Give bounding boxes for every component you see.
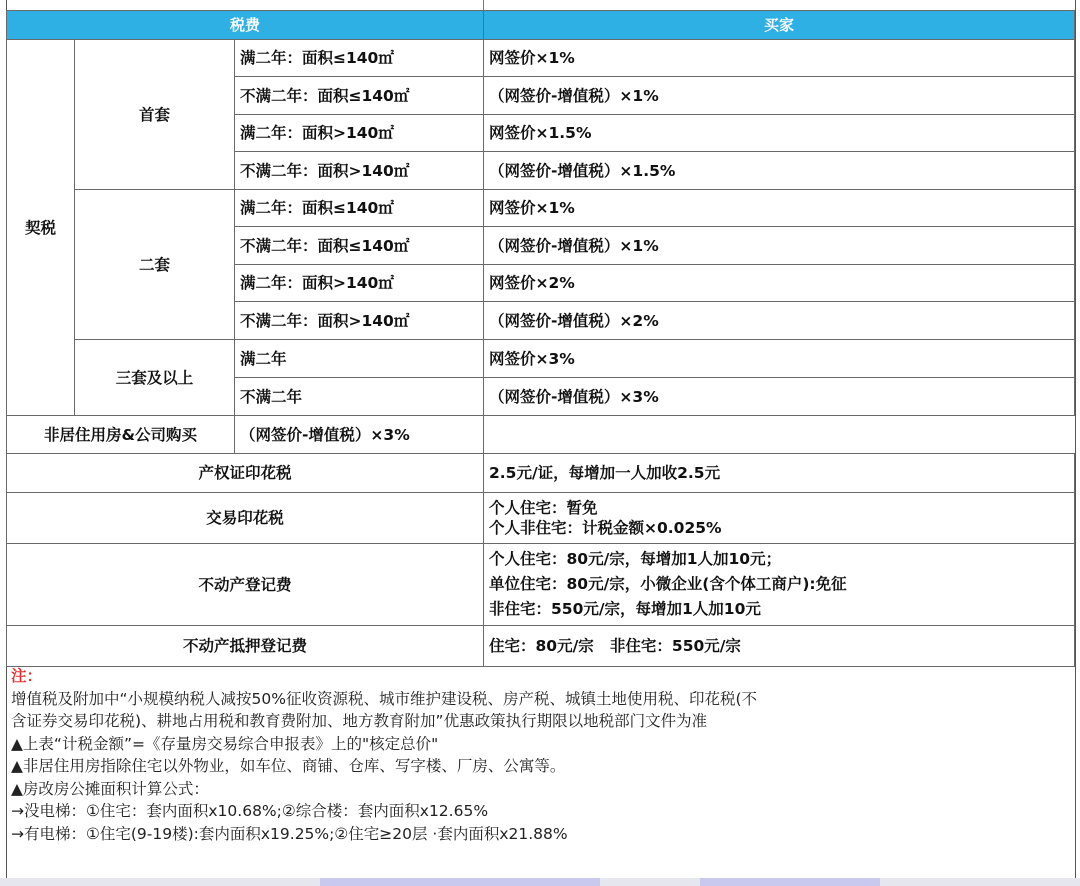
table-row [7,454,1075,493]
rate-cell: （网签价-增值税）×1.5% [484,152,1075,190]
rate-cell: 网签价×1.5% [484,115,1075,152]
note-line: 含证券交易印花税)、耕地占用税和教育费附加、地方教育附加”优惠政策执行期限以地税部门文件为准 [11,712,708,730]
group-second-home: 二套 [75,190,235,340]
condition-cell: 满二年：面积≤140㎡ [235,40,484,77]
condition-cell: 不满二年：面积>140㎡ [235,302,484,340]
condition-cell: 满二年 [235,340,484,378]
bottom-bar [0,878,1080,886]
note-line: ▲房改房公摊面积计算公式： [11,779,209,798]
table-row [7,340,1075,378]
rate-cell: （网签价-增值税）×3% [235,416,484,454]
bottom-bar-segment [700,878,880,886]
rate-cell: （网签价-增值税）×1% [484,227,1075,265]
transaction-stamp-label: 交易印花税 [7,493,484,544]
mortgage-fee-label: 不动产抵押登记费 [7,626,484,667]
table-header-row [7,11,1075,40]
deed-tax-label: 契税 [7,40,75,416]
registration-fee-label: 不动产登记费 [7,544,484,626]
condition-cell: 满二年：面积>140㎡ [235,265,484,302]
table-row [7,416,1075,454]
note-line: 增值税及附加中“小规模纳税人减按50%征收资源税、城市维护建设税、房产税、城镇土地使用税、印花税(不 [11,689,758,708]
top-strip-divider [483,0,484,10]
note-line: ▲上表“计税金额”=《存量房交易综合申报表》上的"核定总价" [11,734,439,753]
value-line: 非住宅：550元/宗，每增加1人加10元 [489,600,761,618]
bottom-bar-segment [320,878,600,886]
group-third-home-plus: 三套及以上 [75,340,235,416]
rate-cell: （网签价-增值税）×2% [484,302,1075,340]
table-row [7,493,1075,544]
note-line: →有电梯：①住宅(9-19楼):套内面积x19.25%;②住宅≥20层 ·套内面积x21.88% [11,824,568,843]
group-first-home: 首套 [75,40,235,190]
rate-cell: （网签价-增值税）×1% [484,77,1075,115]
rate-cell: 网签价×1% [484,40,1075,77]
property-cert-stamp-label: 产权证印花税 [7,454,484,493]
condition-cell: 满二年：面积≤140㎡ [235,190,484,227]
header-tax-fee: 税费 [7,11,484,40]
condition-cell: 满二年：面积>140㎡ [235,115,484,152]
note-line: →没电梯：①住宅：套内面积x10.68%;②综合楼：套内面积x12.65% [11,802,489,820]
value-line: 个人非住宅：计税金额×0.025% [489,519,722,537]
notes-title: 注： [11,667,43,685]
value-line: 个人住宅：暂免 [489,499,598,517]
tax-fee-table [6,10,1075,667]
property-cert-stamp-value: 2.5元/证，每增加一人加收2.5元 [484,454,1075,493]
value-line: 单位住宅：80元/宗，小微企业(含个体工商户):免征 [489,575,847,593]
mortgage-fee-value: 住宅：80元/宗 非住宅：550元/宗 [484,626,1075,667]
condition-cell: 不满二年 [235,378,484,416]
rate-cell: 网签价×1% [484,190,1075,227]
transaction-stamp-value [484,493,1075,544]
table-row [7,190,1075,227]
rate-cell: 网签价×2% [484,265,1075,302]
non-residential-label: 非居住用房&公司购买 [7,416,235,454]
condition-cell: 不满二年：面积≤140㎡ [235,77,484,115]
note-line: ▲非居住用房指除住宅以外物业，如车位、商铺、仓库、写字楼、厂房、公寓等。 [11,757,566,775]
header-buyer: 买家 [484,11,1075,40]
condition-cell: 不满二年：面积>140㎡ [235,152,484,190]
table-row [7,40,1075,77]
registration-fee-value [484,544,1075,626]
table-row [7,544,1075,626]
rate-cell: （网签价-增值税）×3% [484,378,1075,416]
rate-cell: 网签价×3% [484,340,1075,378]
value-line: 个人住宅：80元/宗，每增加1人加10元； [489,550,782,568]
notes-section [6,660,1074,845]
condition-cell: 不满二年：面积≤140㎡ [235,227,484,265]
